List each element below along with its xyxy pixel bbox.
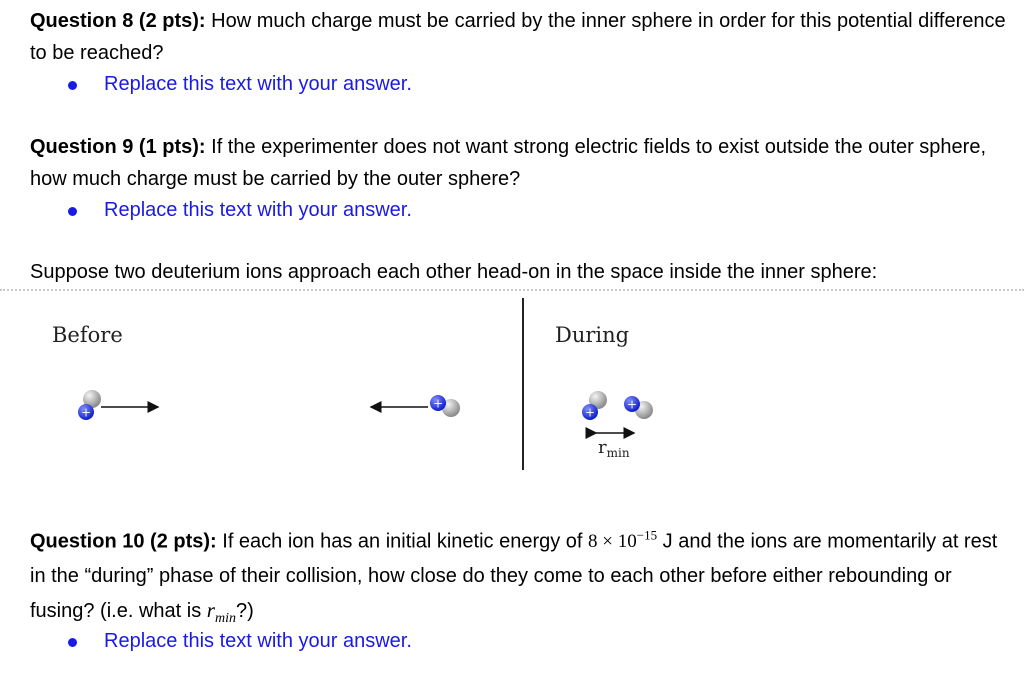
question-8-answer-text[interactable]: Replace this text with your answer. [104,73,412,95]
question-10-text-a: If each ion has an initial kinetic energy of [222,530,583,553]
plus-icon: + [584,405,596,420]
before-label: Before [52,323,123,347]
question-10-text-c: ?) [235,600,254,623]
left-ion-before [78,390,101,420]
right-ion-before [430,395,460,417]
intro-text: Suppose two deuterium ions approach each other head-on in the space inside the inner sphere: [30,261,878,283]
energy-value [588,528,658,553]
plus-icon: + [626,397,638,412]
plus-icon: + [80,405,92,420]
rmin-symbol-main: r [206,598,215,623]
right-ion-during [624,396,653,419]
energy-exponent: −15 [636,528,658,543]
rmin-symbol-sub: min [214,611,236,627]
question-10 [30,519,1010,637]
rmin-label-main: r [598,437,607,458]
rmin-symbol [206,598,236,627]
energy-mantissa: 8 × 10 [588,531,637,553]
during-label: During [555,323,630,347]
question-10-answer-text[interactable]: Replace this text with your answer. [104,630,412,652]
question-10-answer[interactable] [68,627,488,655]
left-ion-during [582,391,607,420]
bullet-icon [68,638,77,647]
question-10-text-b: J and the ions are momentarily at rest in the “during” phase of their collision, how close do they come to each other before either rebounding or fusing? (i.e. what is [30,530,998,623]
question-8-text: How much charge must be carried by the inner sphere in order for this potential difference to be reached? [30,10,1006,64]
question-9-text: If the experimenter does not want strong electric fields to exist outside the outer sphere, how much charge must be carried by the outer sphere? [30,136,987,190]
plus-icon: + [432,396,444,411]
rmin-label-sub: min [606,446,630,460]
rmin-label [598,437,630,460]
question-9-heading: Question 9 (1 pts): [30,136,206,158]
question-10-heading: Question 10 (2 pts): [30,530,217,553]
question-9-answer-text[interactable]: Replace this text with your answer. [104,199,412,221]
question-8-heading: Question 8 (2 pts): [30,10,206,32]
